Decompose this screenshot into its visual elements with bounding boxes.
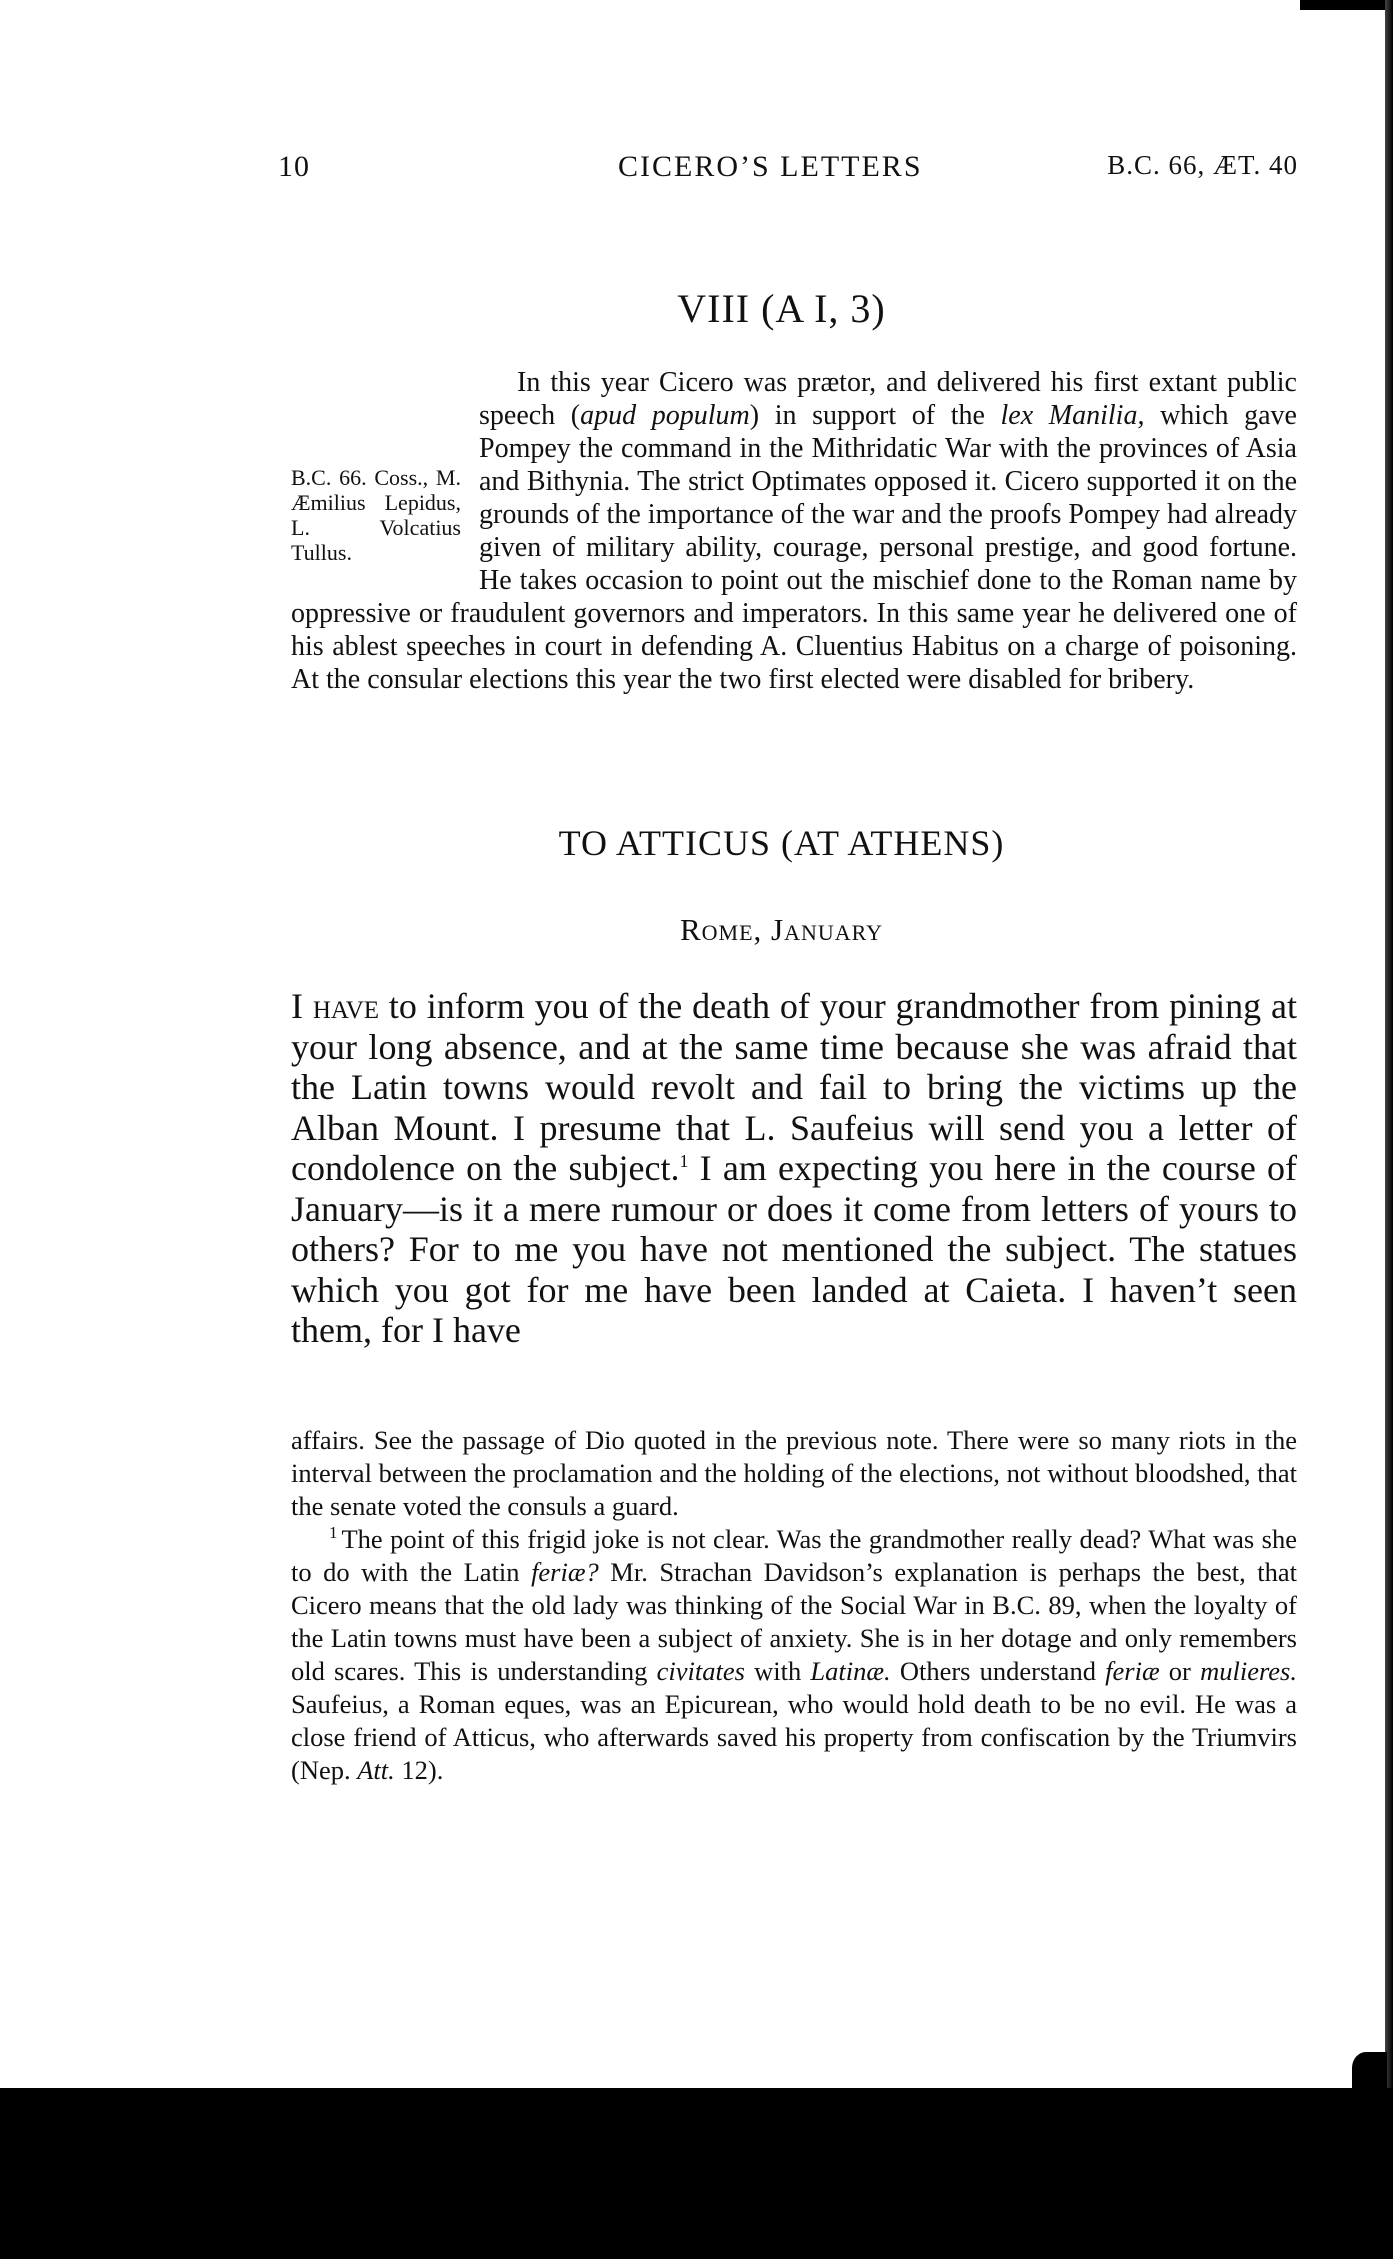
intro-summary [291,366,1297,696]
scan-edge-top [1300,0,1393,10]
intro-text: ) in support of the [749,400,1001,431]
scan-edge-right [1385,0,1393,2259]
scan-bottom-border [0,2088,1393,2259]
intro-paragraph [291,366,1297,696]
running-head [278,150,1298,190]
footnote-italic: feriæ [1105,1656,1160,1686]
body-paragraph [291,986,1297,1351]
footnote-italic: civitates [656,1656,745,1686]
intro-text: In this year Cicero was prætor, and delivered his first extant public speech ( [479,367,1297,431]
letter-place-date: Rome, January [679,912,884,947]
footnote-text: Saufeius, a Roman eques, was an Epicurean, who would hold death to be no evil. He was a close friend of Atticus, who afterwards saved his property from confiscation by the Triumvirs (Nep. [291,1689,1297,1785]
footnote-text: The point of this frigid joke is not clear. Was the grandmother really dead? What was she to do with the Latin [291,1524,1297,1587]
body-text: I am expecting you here in the course of January—is it a mere rumour or does it come from letters of yours to others? For to me you have not mentioned the subject. The statues which you got for me have been landed at Caieta. I haven’t seen them, for I have [291,1148,1297,1350]
footnote-mark: 1 [329,1523,338,1543]
scan-shadow [1352,2052,1387,2092]
intro-text: which gave Pompey the command in the Mithridatic War with the provinces of Asia and Bithynia. The strict Optimates opposed it. Cicero supported it on the grounds of the importance of the war and the proofs Pompey had already given of military ability, courage, personal prestige, and good fortune. He takes occasion to point out the mischief done to the Roman name by oppressive or fraudulent governors and imperators. In this same year he delivered one of his ablest speeches in court in defending A. Cluentius Habitus on a charge of poisoning. At the consular elections this year the two first elected were disabled for bribery. [291,400,1297,695]
running-date: B.C. 66, ÆT. 40 [1107,150,1298,180]
letter-body [291,986,1297,1351]
footnote-italic: Att. [357,1755,395,1785]
letter-address: TO ATTICUS (AT ATHENS) [558,823,1005,863]
running-title: CICERO’S LETTERS [618,150,923,183]
letter-number: VIII (A I, 3) [677,286,886,331]
footnote-text: with [744,1656,811,1686]
footnote-continued: affairs. See the passage of Dio quoted in the previous note. There were so many riots in the interval between the proclamation and the holding of the elections, not without bloodshed, that the senate voted the consuls a guard. [291,1425,1297,1521]
opening-words: I have [291,986,380,1026]
intro-italic: lex Manilia, [1000,400,1145,431]
margin-sidenote: B.C. 66. Coss., M. Æmilius Lepidus, L. Volcatius Tullus. [291,465,461,565]
intro-italic: apud populum [580,400,750,431]
footnote-italic: Latinæ. [810,1656,891,1686]
page-number: 10 [278,150,310,183]
footnote-text: Others understand [890,1656,1106,1686]
footnote-text: 12). [394,1755,444,1785]
footnote-1 [291,1523,1297,1787]
footnotes [291,1424,1297,1787]
body-text: to inform you of the death of your grandmother from pining at your long absence, and at the same time because she was afraid that the Latin towns would revolt and fail to bring the victims up the Alban Mount. I presume that L. Saufeius will send you a letter of condolence on the subject. [291,986,1297,1188]
footnote-text: or [1159,1656,1201,1686]
footnote-italic: mulieres. [1200,1656,1297,1686]
footnote-text: Mr. Strachan Davidson’s explanation is perhaps the best, that Cicero means that the old lady was thinking of the Social War in B.C. 89, when the loyalty of the Latin towns must have been a subject of anxiety. She is in her dotage and only remembers old scares. This is understanding [291,1557,1297,1686]
footnote-ref: 1 [679,1151,689,1171]
footnote-italic: feriæ? [531,1557,599,1587]
